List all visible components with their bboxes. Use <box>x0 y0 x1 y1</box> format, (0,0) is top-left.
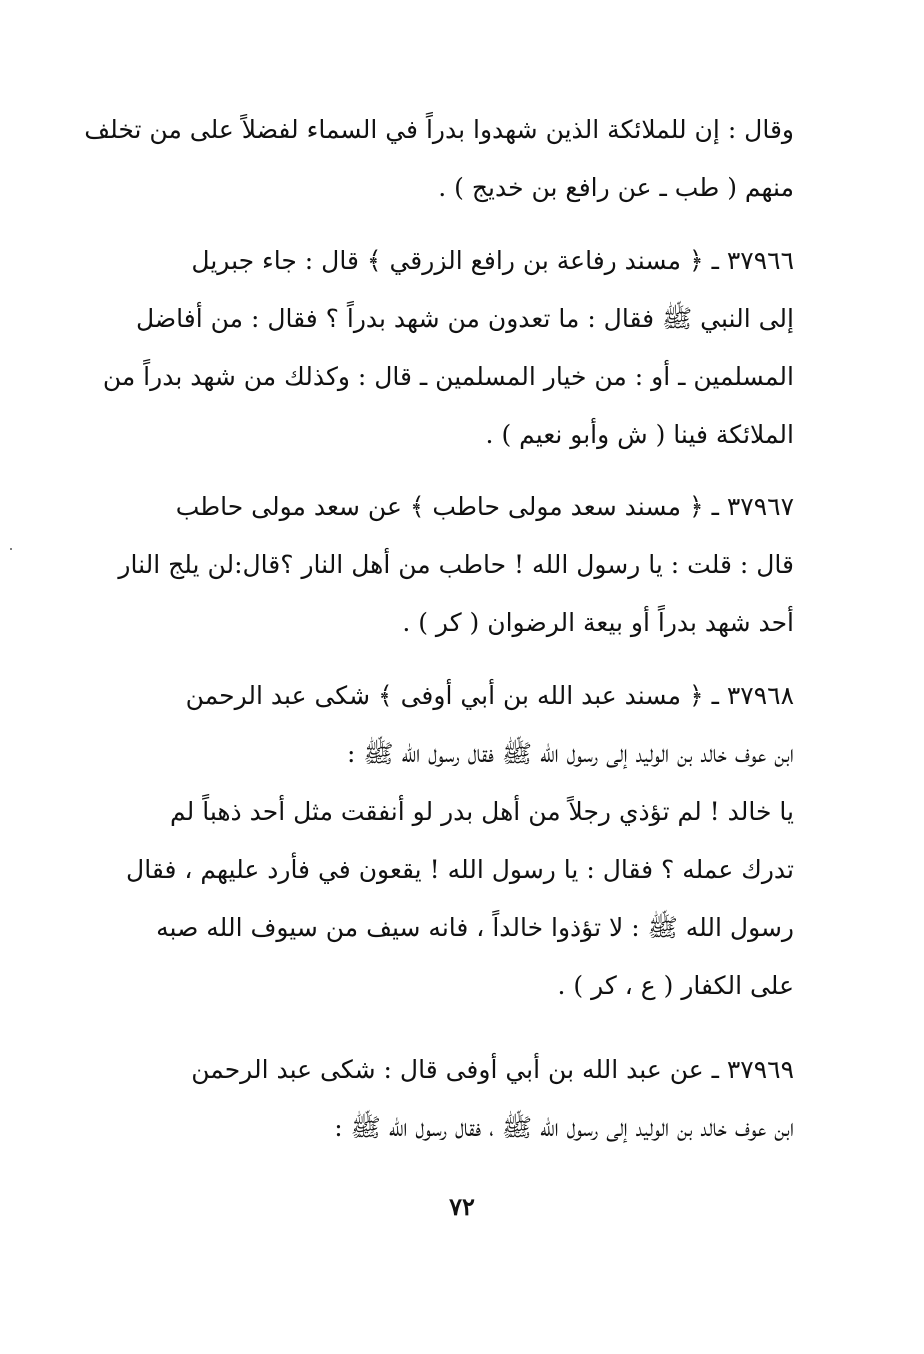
text-line: ٣٧٩٦٨ ـ ﴿ مسند عبد الله بن أبي أوفى ﴾ شكى عبد الرحمن <box>185 681 794 710</box>
text-line: المسلمين ـ أو : من خيار المسلمين ـ قال : وكذلك من شهد بدراً من <box>102 362 794 391</box>
text-line: أحد شهد بدراً أو بيعة الرضوان ( كر ) . <box>402 608 794 637</box>
paragraph-hadith-37969 <box>82 1041 794 1157</box>
text-line: ٣٧٩٦٧ ـ ﴿ مسند سعد مولى حاطب ﴾ عن سعد مولى حاطب <box>175 492 794 521</box>
page-number: ٧٢ <box>449 1192 475 1221</box>
text-line: على الكفار ( ع ، كر ) . <box>557 971 794 1000</box>
text-line: الملائكة فينا ( ش وأبو نعيم ) . <box>485 420 794 449</box>
paragraph-hadith-37966 <box>82 232 794 464</box>
text-line: تدرك عمله ؟ فقال : يا رسول الله ! يقعون في فأرد عليهم ، فقال <box>126 855 794 884</box>
paragraph-hadith-37967 <box>82 478 794 652</box>
text-line: ٣٧٩٦٩ ـ عن عبد الله بن أبي أوفى قال : شكى عبد الرحمن <box>191 1055 794 1084</box>
text-line: رسول الله ﷺ : لا تؤذوا خالداً ، فانه سيف من سيوف الله صبه <box>156 913 794 942</box>
text-line: ٣٧٩٦٦ ـ ﴿ مسند رفاعة بن رافع الزرقي ﴾ قال : جاء جبريل <box>191 246 794 275</box>
text-line: قال : قلت : يا رسول الله ! حاطب من أهل النار ؟قال:لن يلج النار <box>118 550 794 579</box>
text-line: يا خالد ! لم تؤذي رجلاً من أهل بدر لو أنفقت مثل أحد ذهباً لم <box>170 797 794 826</box>
text-line: وقال : إن للملائكة الذين شهدوا بدراً في السماء لفضلاً على من تخلف <box>84 115 794 144</box>
paragraph-hadith-37968 <box>82 667 794 1015</box>
text-line: منهم ( طب ـ عن رافع بن خديج ) . <box>438 173 794 202</box>
text-line: ابن عوف خالد بن الوليد إلى رسول الله ﷺ ، فقال رسول الله ﷺ : <box>334 1113 794 1142</box>
text-line: إلى النبي ﷺ فقال : ما تعدون من شهد بدراً ؟ فقال : من أفاضل <box>135 304 794 333</box>
scan-speck <box>10 548 12 550</box>
paragraph-closing-hadith <box>82 101 794 217</box>
text-line: ابن عوف خالد بن الوليد إلى رسول الله ﷺ فقال رسول الله ﷺ : <box>347 739 794 768</box>
